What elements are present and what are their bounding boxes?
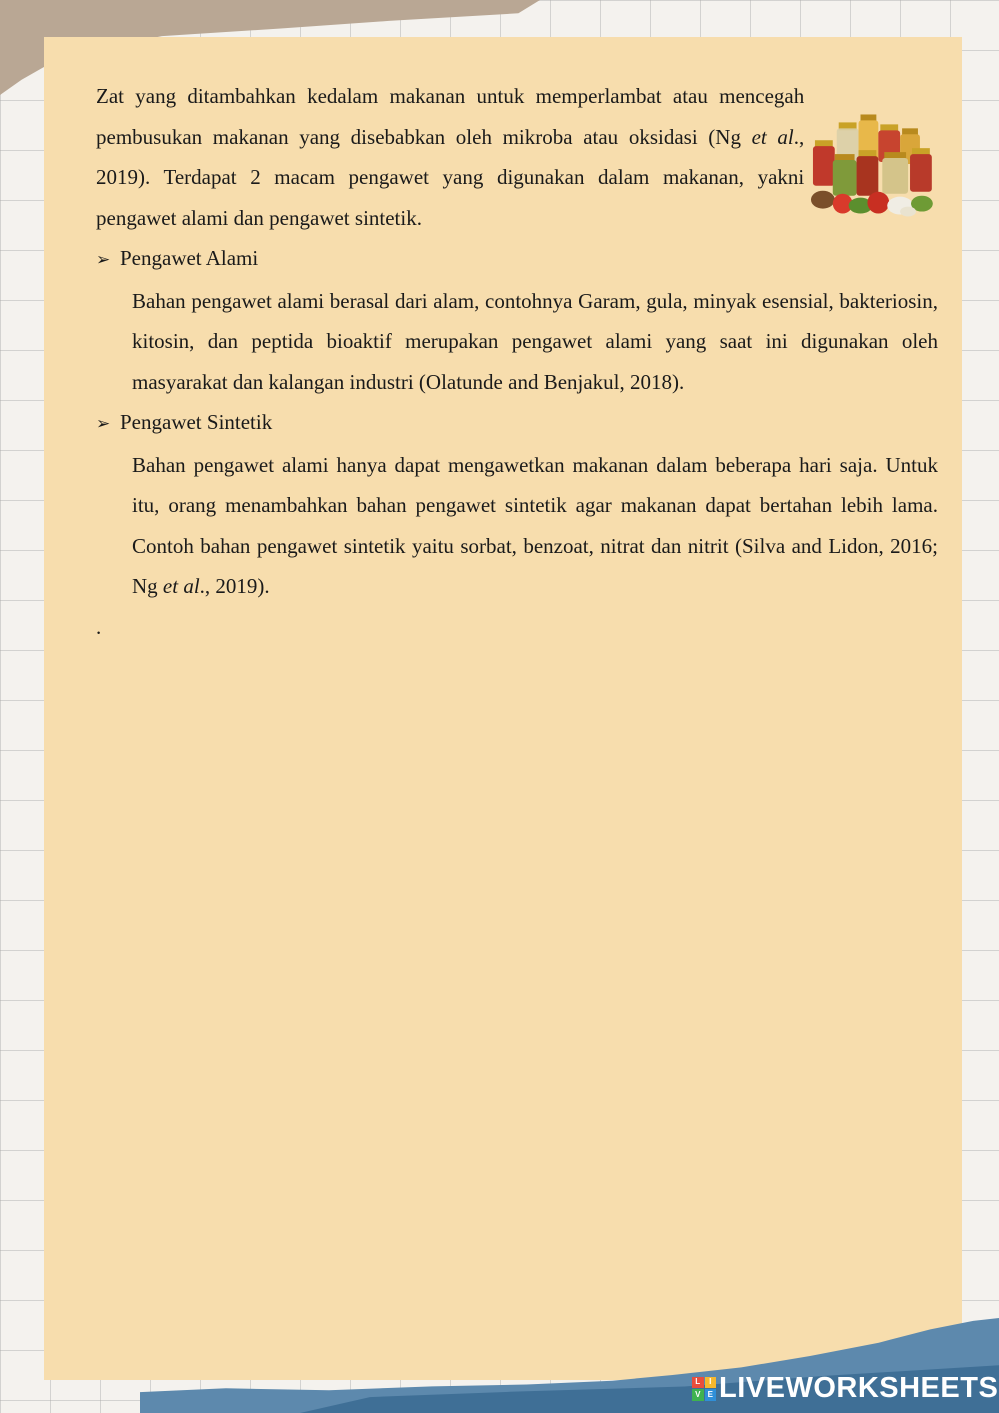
bullet-arrow-icon: ➢ bbox=[96, 250, 111, 270]
liveworksheets-logo[interactable] bbox=[692, 1372, 998, 1405]
paragraph-pengawet-sintetik: Bahan pengawet alami hanya dapat mengawetkan makanan dalam beberapa hari saja. Untuk itu, orang menambahkan bahan pengawet sintetik agar makanan dapat bertahan lebih lama. Contoh bahan pengawet sintetik yaitu sorbat, benzoat, nitrat dan nitrit (Silva and Lidon, 2016; Ng et al., 2019). bbox=[132, 452, 938, 598]
trailing-dot: . bbox=[96, 614, 102, 639]
bullet-pengawet-sintetik bbox=[96, 402, 938, 445]
heading-pengawet-sintetik: Pengawet Sintetik bbox=[120, 410, 273, 434]
worksheet-content bbox=[96, 76, 938, 647]
liveworksheets-wordmark: LIVEWORKSHEETS bbox=[719, 1372, 999, 1404]
paragraph-pengawet-alami: Bahan pengawet alami berasal dari alam, contohnya Garam, gula, minyak esensial, bakteriosin, kitosin, dan peptida bioaktif merupakan pengawet alami yang saat ini digunakan oleh masyarakat dan kalangan industri (Olatunde and Benjakul, 2018). bbox=[132, 288, 938, 394]
intro-paragraph: Zat yang ditambahkan kedalam makanan untuk memperlambat atau mencegah pembusukan makanan yang disebabkan oleh mikroba atau oksidasi (Ng et al., 2019). Terdapat 2 macam pengawet yang digunakan dalam makanan, yakni pengawet alami dan pengawet sintetik. bbox=[96, 84, 805, 230]
liveworksheets-mark-icon: L I V E bbox=[692, 1377, 716, 1401]
preserved-food-jars-icon bbox=[809, 108, 938, 220]
bullet-arrow-icon: ➢ bbox=[96, 414, 111, 434]
intro-section bbox=[96, 76, 938, 238]
heading-pengawet-alami: Pengawet Alami bbox=[120, 246, 259, 270]
bullet-pengawet-alami bbox=[96, 238, 938, 281]
